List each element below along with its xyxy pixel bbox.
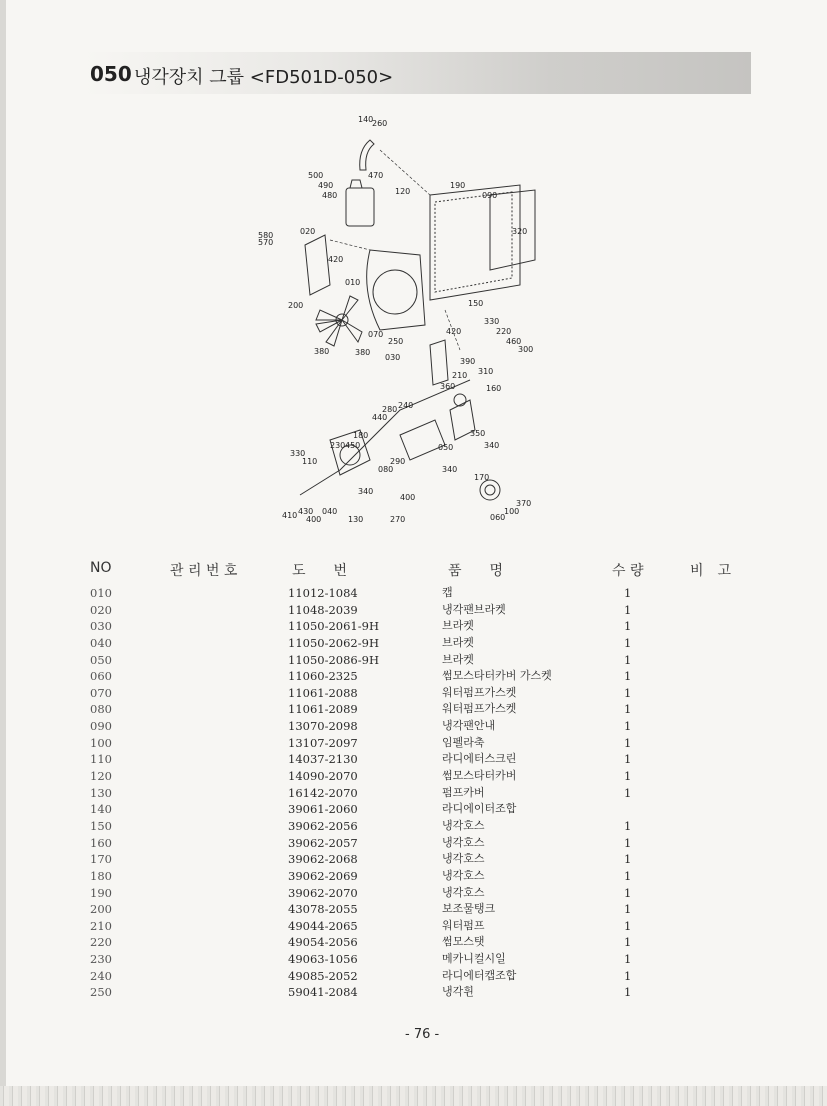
row-part-name: 임펠라축: [442, 735, 485, 749]
row-no: 250: [90, 985, 112, 1000]
svg-text:480: 480: [322, 191, 338, 200]
row-qty: 1: [624, 968, 632, 983]
row-drawing-no: 39061-2060: [288, 802, 358, 817]
row-qty: 1: [624, 702, 632, 717]
row-drawing-no: 11050-2061-9H: [288, 619, 379, 634]
row-no: 110: [90, 752, 112, 767]
svg-text:570: 570: [258, 238, 274, 247]
row-qty: 1: [624, 769, 632, 784]
col-header-no: NO: [90, 560, 112, 576]
svg-text:090: 090: [482, 191, 498, 200]
row-drawing-no: 39062-2068: [288, 852, 358, 867]
row-qty: 1: [624, 735, 632, 750]
svg-text:150: 150: [468, 299, 484, 308]
row-qty: 1: [624, 852, 632, 867]
row-no: 070: [90, 685, 112, 700]
table-row: [0, 951, 827, 968]
row-part-name: 라디에터캡조합: [442, 968, 517, 982]
svg-text:310: 310: [478, 367, 494, 376]
svg-text:440: 440: [372, 413, 388, 422]
row-qty: 1: [624, 952, 632, 967]
table-row: [0, 835, 827, 852]
table-row: [0, 851, 827, 868]
table-row: [0, 618, 827, 635]
table-row: [0, 602, 827, 619]
row-part-name: 냉각팬브라켓: [442, 602, 506, 616]
section-code: 050: [90, 62, 132, 86]
row-no: 050: [90, 652, 112, 667]
svg-text:420: 420: [446, 327, 462, 336]
table-row: [0, 668, 827, 685]
svg-text:300: 300: [518, 345, 534, 354]
row-qty: 1: [624, 652, 632, 667]
row-no: 180: [90, 868, 112, 883]
row-drawing-no: 39062-2056: [288, 818, 358, 833]
row-part-name: 펌프카버: [442, 785, 485, 799]
row-qty: 1: [624, 935, 632, 950]
row-no: 220: [90, 935, 112, 950]
svg-text:400: 400: [400, 493, 416, 502]
table-row: [0, 801, 827, 818]
row-no: 020: [90, 602, 112, 617]
svg-text:380: 380: [314, 347, 330, 356]
table-row: [0, 652, 827, 669]
row-part-name: 썸모스타터카버 가스켓: [442, 669, 552, 683]
row-no: 210: [90, 918, 112, 933]
row-qty: 1: [624, 669, 632, 684]
svg-text:380: 380: [355, 348, 371, 357]
row-part-name: 메카니컬시일: [442, 952, 506, 966]
svg-text:250: 250: [388, 337, 404, 346]
row-drawing-no: 14037-2130: [288, 752, 358, 767]
row-part-name: 보조물탱크: [442, 902, 496, 916]
row-no: 200: [90, 902, 112, 917]
row-drawing-no: 11061-2089: [288, 702, 358, 717]
svg-text:140: 140: [358, 115, 374, 124]
svg-text:460: 460: [506, 337, 522, 346]
row-part-name: 썸모스타터카버: [442, 769, 517, 783]
table-row: [0, 918, 827, 935]
row-no: 100: [90, 735, 112, 750]
row-drawing-no: 43078-2055: [288, 902, 358, 917]
svg-text:260: 260: [372, 119, 388, 128]
svg-text:180: 180: [353, 431, 369, 440]
row-part-name: 라디에터스크린: [442, 752, 517, 766]
table-row: [0, 984, 827, 1001]
svg-text:120: 120: [395, 187, 411, 196]
row-drawing-no: 11012-1084: [288, 586, 358, 600]
row-part-name: 썸모스탯: [442, 935, 485, 949]
row-drawing-no: 11060-2325: [288, 669, 358, 684]
svg-text:580: 580: [258, 231, 274, 240]
row-qty: 1: [624, 985, 632, 1000]
svg-text:470: 470: [368, 171, 384, 180]
svg-text:200: 200: [288, 301, 304, 310]
svg-text:220: 220: [496, 327, 512, 336]
row-part-name: 브라켓: [442, 619, 474, 633]
table-row: [0, 868, 827, 885]
svg-text:110: 110: [302, 457, 318, 466]
table-row: [0, 685, 827, 702]
row-qty: 1: [624, 918, 632, 933]
row-drawing-no: 14090-2070: [288, 769, 358, 784]
row-part-name: 워터펌프: [442, 918, 485, 932]
table-row: [0, 768, 827, 785]
svg-text:240: 240: [398, 401, 414, 410]
row-drawing-no: 49054-2056: [288, 935, 358, 950]
svg-text:070: 070: [368, 330, 384, 339]
svg-text:130: 130: [348, 515, 364, 524]
row-drawing-no: 49085-2052: [288, 968, 358, 983]
svg-text:340: 340: [484, 441, 500, 450]
row-qty: 1: [624, 868, 632, 883]
row-qty: 1: [624, 752, 632, 767]
col-header-remark: 비 고: [690, 563, 732, 579]
row-part-name: 라디에이터조합: [442, 802, 517, 816]
row-drawing-no: 11048-2039: [288, 602, 358, 617]
svg-text:390: 390: [460, 357, 476, 366]
table-row: [0, 701, 827, 718]
row-qty: 1: [624, 619, 632, 634]
svg-text:290: 290: [390, 457, 406, 466]
row-no: 130: [90, 785, 112, 800]
row-drawing-no: 11050-2062-9H: [288, 635, 379, 650]
svg-text:010: 010: [345, 278, 361, 287]
row-qty: 1: [624, 586, 632, 600]
row-drawing-no: 49063-1056: [288, 952, 358, 967]
row-drawing-no: 59041-2084: [288, 985, 358, 1000]
row-drawing-no: 13107-2097: [288, 735, 358, 750]
row-qty: 1: [624, 785, 632, 800]
svg-text:340: 340: [358, 487, 374, 496]
svg-text:330: 330: [290, 449, 306, 458]
svg-text:080: 080: [378, 465, 394, 474]
svg-text:340: 340: [442, 465, 458, 474]
row-qty: 1: [624, 635, 632, 650]
row-no: 150: [90, 818, 112, 833]
section-title: 냉각장치 그룹 <FD501D-050>: [134, 67, 394, 88]
svg-text:430: 430: [298, 507, 314, 516]
row-part-name: 워터펌프가스켓: [442, 685, 517, 699]
row-drawing-no: 11050-2086-9H: [288, 652, 379, 667]
exploded-parts-diagram: [250, 110, 550, 530]
svg-text:030: 030: [385, 353, 401, 362]
row-no: 240: [90, 968, 112, 983]
row-qty: 1: [624, 685, 632, 700]
row-drawing-no: 39062-2070: [288, 885, 358, 900]
col-header-drawing-no: 도 번: [292, 563, 348, 579]
row-no: 090: [90, 719, 112, 734]
row-drawing-no: 16142-2070: [288, 785, 358, 800]
svg-text:450: 450: [345, 441, 361, 450]
svg-text:230: 230: [330, 441, 346, 450]
svg-text:040: 040: [322, 507, 338, 516]
table-row: [0, 934, 827, 951]
col-header-management-no: 관 리 번 호: [170, 563, 238, 579]
row-qty: 1: [624, 835, 632, 850]
table-row: [0, 818, 827, 835]
row-no: 060: [90, 669, 112, 684]
row-drawing-no: 11061-2088: [288, 685, 358, 700]
row-part-name: 냉각휜: [442, 985, 474, 999]
row-no: 230: [90, 952, 112, 967]
row-part-name: 냉각호스: [442, 835, 485, 849]
row-drawing-no: 49044-2065: [288, 918, 358, 933]
row-drawing-no: 13070-2098: [288, 719, 358, 734]
row-part-name: 냉각호스: [442, 885, 485, 899]
row-qty: 1: [624, 902, 632, 917]
row-part-name: 워터펌프가스켓: [442, 702, 517, 716]
table-row: [0, 885, 827, 902]
row-part-name: 브라켓: [442, 652, 474, 666]
page-number: - 76 -: [405, 1027, 440, 1042]
svg-text:280: 280: [382, 405, 398, 414]
page-bottom-edge: [0, 1086, 827, 1106]
row-no: 120: [90, 769, 112, 784]
table-row: [0, 785, 827, 802]
svg-text:420: 420: [328, 255, 344, 264]
row-no: 080: [90, 702, 112, 717]
svg-text:500: 500: [308, 171, 324, 180]
row-qty: 1: [624, 818, 632, 833]
svg-text:210: 210: [452, 371, 468, 380]
svg-text:020: 020: [300, 227, 316, 236]
svg-text:490: 490: [318, 181, 334, 190]
svg-text:360: 360: [440, 382, 456, 391]
svg-text:330: 330: [484, 317, 500, 326]
svg-text:350: 350: [470, 429, 486, 438]
table-row: [0, 585, 827, 602]
row-no: 040: [90, 635, 112, 650]
svg-text:060: 060: [490, 513, 506, 522]
svg-text:410: 410: [282, 511, 298, 520]
svg-text:050: 050: [438, 443, 454, 452]
row-qty: 1: [624, 602, 632, 617]
svg-text:170: 170: [474, 473, 490, 482]
row-no: 010: [90, 586, 112, 600]
parts-table: [0, 585, 827, 1001]
row-no: 160: [90, 835, 112, 850]
row-part-name: 냉각호스: [442, 852, 485, 866]
table-row: [0, 635, 827, 652]
svg-text:320: 320: [512, 227, 528, 236]
row-qty: 1: [624, 885, 632, 900]
svg-text:370: 370: [516, 499, 532, 508]
row-qty: 1: [624, 719, 632, 734]
svg-text:400: 400: [306, 515, 322, 524]
col-header-qty: 수 량: [612, 563, 644, 579]
row-part-name: 브라켓: [442, 635, 474, 649]
row-no: 030: [90, 619, 112, 634]
row-drawing-no: 39062-2057: [288, 835, 358, 850]
table-row: [0, 901, 827, 918]
row-drawing-no: 39062-2069: [288, 868, 358, 883]
svg-text:270: 270: [390, 515, 406, 524]
row-part-name: 캡: [442, 586, 453, 599]
row-no: 190: [90, 885, 112, 900]
col-header-part-name: 품 명: [448, 563, 504, 579]
svg-text:190: 190: [450, 181, 466, 190]
table-row: [0, 718, 827, 735]
table-row: [0, 735, 827, 752]
table-row: [0, 968, 827, 985]
row-part-name: 냉각호스: [442, 868, 485, 882]
svg-text:100: 100: [504, 507, 520, 516]
row-part-name: 냉각호스: [442, 818, 485, 832]
row-no: 170: [90, 852, 112, 867]
table-row: [0, 751, 827, 768]
svg-text:160: 160: [486, 384, 502, 393]
row-no: 140: [90, 802, 112, 817]
row-part-name: 냉각팬안내: [442, 719, 496, 733]
